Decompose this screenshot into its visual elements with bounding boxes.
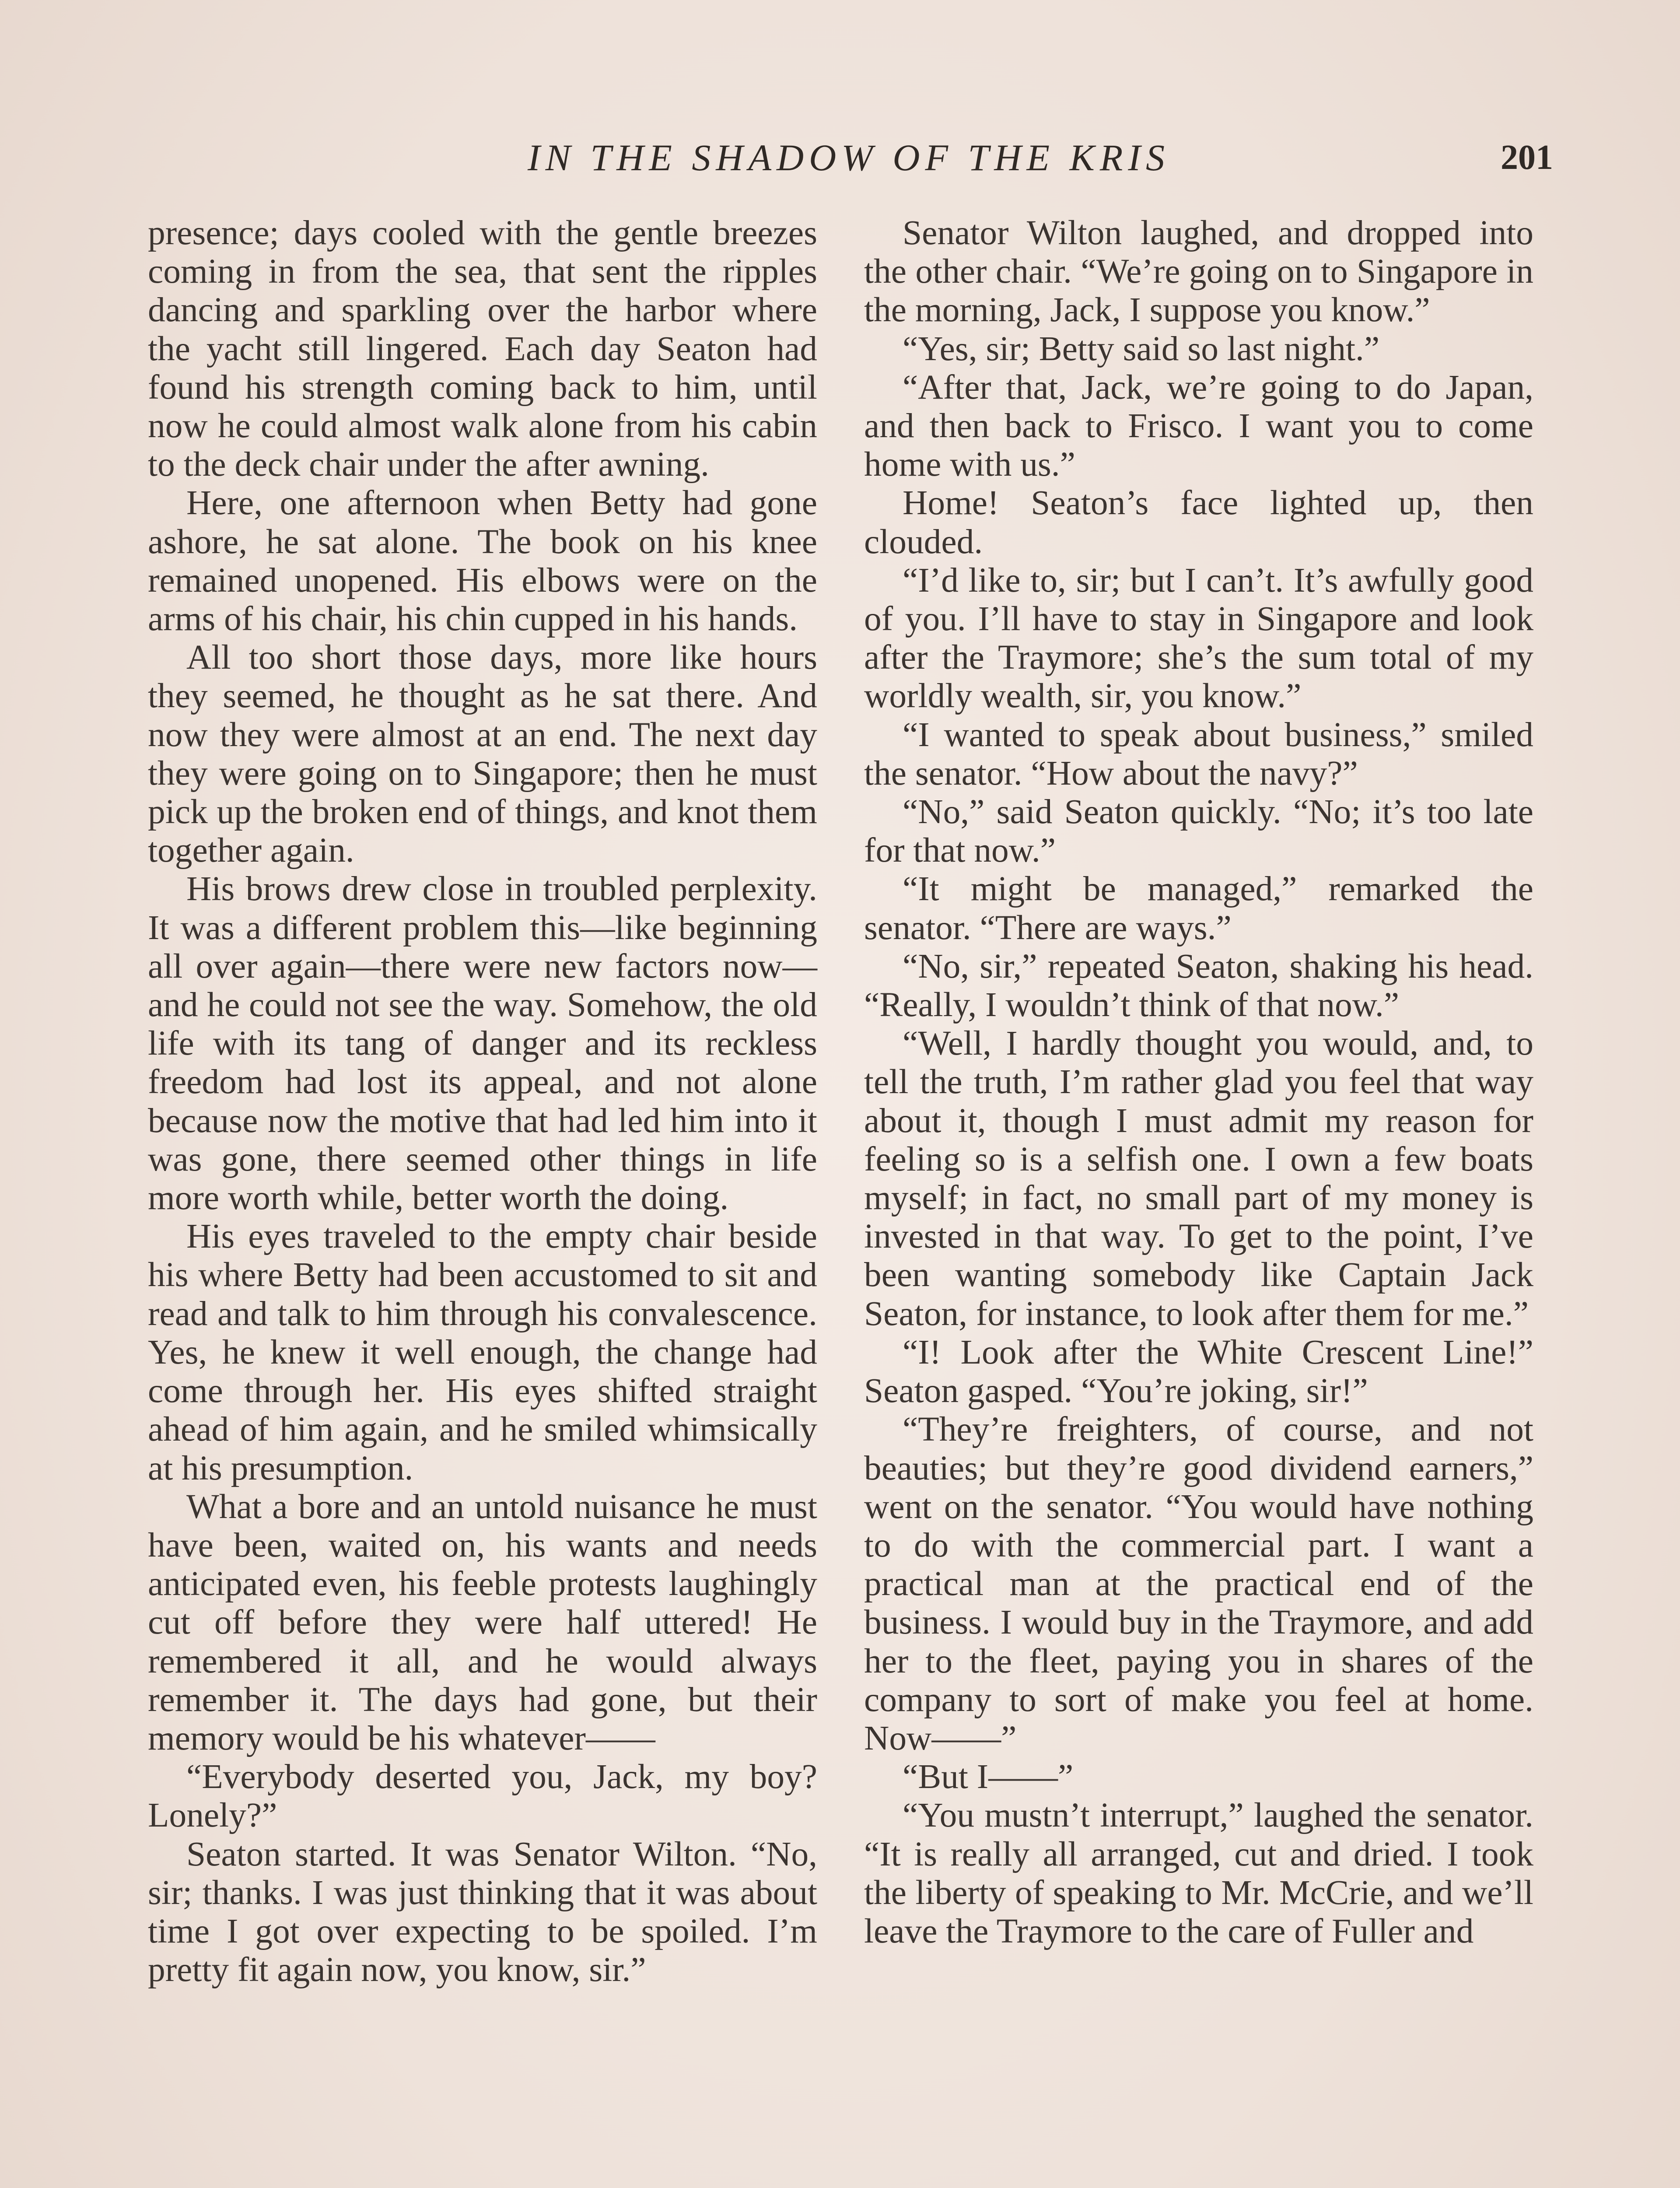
paragraph: “No,” said Seaton quickly. “No; it’s too late for that now.” — [864, 792, 1533, 870]
paragraph: All too short those days, more like hours they seemed, he thought as he sat there. And now they were almost at an end. The next day they were going on to Singapore; then he must pick up the broken end of things, and knot them together again. — [148, 638, 817, 870]
paragraph: His brows drew close in troubled perplexity. It was a different problem this—like beginning all over again—there were new factors now—and he could not see the way. Somehow, the old life with its tang of danger and its reckless freedom had lost its appeal, and not alone because now the motive that had led him into it was gone, there seemed other things in life more worth while, better worth the doing. — [148, 870, 817, 1217]
paragraph: “They’re freighters, of course, and not beauties; but they’re good dividend earners,” went on the senator. “You would have nothing to do with the commercial part. I want a practical man at the practical end of the business. I would buy in the Traymore, and add her to the fleet, paying you in shares of the company to sort of make you feel at home. Now——” — [864, 1410, 1533, 1757]
paragraph: Seaton started. It was Senator Wilton. “No, sir; thanks. I was just thinking that it was about time I got over expecting to be spoiled. I’m pretty fit again now, you know, sir.” — [148, 1834, 817, 1989]
paragraph: “Yes, sir; Betty said so last night.” — [903, 329, 1380, 368]
running-title: IN THE SHADOW OF THE KRIS — [527, 137, 1170, 179]
paragraph: Here, one afternoon when Betty had gone ashore, he sat alone. The book on his knee remained unopened. His elbows were on the arms of his chair, his chin cupped in his hands. — [148, 484, 817, 638]
paragraph: “I! Look after the White Crescent Line!” Seaton gasped. “You’re joking, sir!” — [864, 1332, 1533, 1410]
paragraph: presence; days cooled with the gentle breezes coming in from the sea, that sent the ripples dancing and sparkling over the harbor where the yacht still lingered. Each day Seaton had found his strength coming back to him, until now he could almost walk alone from his cabin to the deck chair under the after awning. — [148, 214, 817, 484]
paragraph: Home! Seaton’s face lighted up, then clouded. — [864, 484, 1533, 561]
paragraph: What a bore and an untold nuisance he must have been, waited on, his wants and needs anticipated even, his feeble protests laughingly cut off before they were half uttered! He remembered it all, and he would always remember it. The days had gone, but their memory would be his whatever—— — [148, 1487, 817, 1757]
paragraph: “Well, I hardly thought you would, and, to tell the truth, I’m rather glad you feel that way about it, though I must admit my reason for feeling so is a selfish one. I own a few boats myself; in fact, no small part of my money is invested in that way. To get to the point, I’ve been wanting somebody like Captain Jack Seaton, for instance, to look after them for me.” — [864, 1024, 1533, 1333]
paragraph: His eyes traveled to the empty chair beside his where Betty had been accustomed to sit and read and talk to him through his convalescence. Yes, he knew it well enough, the change had come through her. His eyes shifted straight ahead of him again, and he smiled whimsically at his presumption. — [148, 1217, 817, 1487]
right-text-column — [864, 214, 1533, 1950]
page-header — [144, 127, 1553, 188]
paragraph: “You mustn’t interrupt,” laughed the senator. “It is really all arranged, cut and dried. I took the liberty of speaking to Mr. McCrie, and we’ll leave the Traymore to the care of Fuller and — [864, 1796, 1533, 1950]
paragraph: “I wanted to speak about business,” smiled the senator. “How about the navy?” — [864, 715, 1533, 792]
paragraph: “After that, Jack, we’re going to do Japan, and then back to Frisco. I want you to come home with us.” — [864, 368, 1533, 484]
left-text-column — [148, 214, 817, 1989]
paragraph: “But I——” — [903, 1757, 1074, 1796]
paragraph: Senator Wilton laughed, and dropped into the other chair. “We’re going on to Singapore in the morning, Jack, I suppose you know.” — [864, 214, 1533, 330]
paragraph: “No, sir,” repeated Seaton, shaking his head. “Really, I wouldn’t think of that now.” — [864, 947, 1533, 1024]
page-number: 201 — [1501, 138, 1553, 177]
paragraph: “Everybody deserted you, Jack, my boy? Lonely?” — [148, 1757, 817, 1835]
paragraph: “It might be managed,” remarked the senator. “There are ways.” — [864, 870, 1533, 947]
paragraph: “I’d like to, sir; but I can’t. It’s awfully good of you. I’ll have to stay in Singapore and look after the Traymore; she’s the sum total of my worldly wealth, sir, you know.” — [864, 561, 1533, 715]
